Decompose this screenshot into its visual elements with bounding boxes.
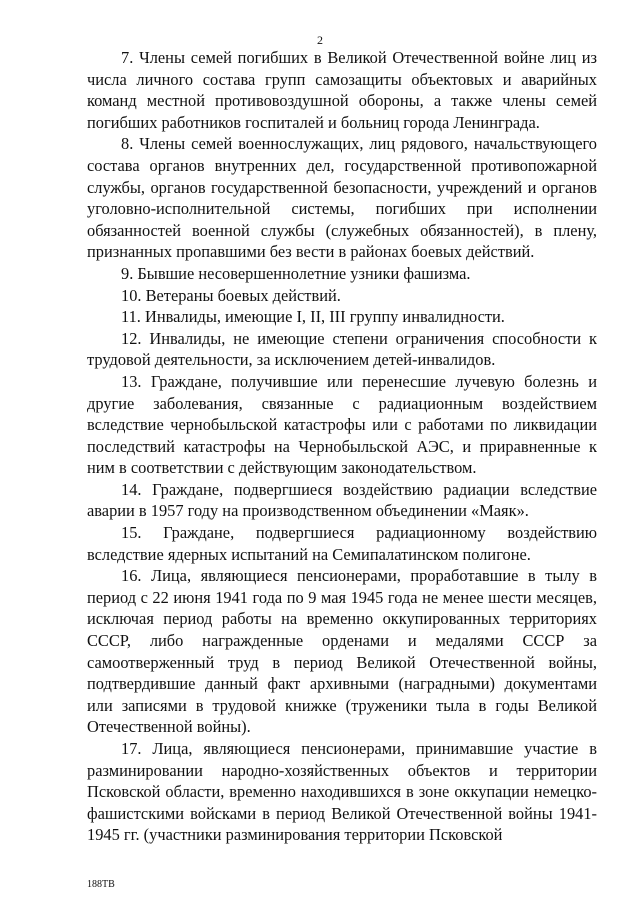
- page-number: 2: [317, 33, 323, 47]
- paragraph-item-14: 14. Граждане, подвергшиеся воздействию радиации вследствие аварии в 1957 году на производственном объединении «Маяк».: [87, 479, 597, 521]
- document-code: 188ТВ: [87, 879, 115, 890]
- paragraph-item-15: 15. Граждане, подвергшиеся радиационному воздействию вследствие ядерных испытаний на Семипалатинском полигоне.: [87, 523, 597, 564]
- paragraph-item-7: 7. Члены семей погибших в Великой Отечественной войне лиц из числа личного состава групп самозащиты объектовых и аварийных команд местной противовоздушной обороны, а также члены семей погибших работников госпиталей и больниц города Ленинграда.: [87, 48, 597, 132]
- paragraph-item-17: 17. Лица, являющиеся пенсионерами, принимавшие участие в разминировании народно-хозяйственных объектов и территории Псковской области, временно находившихся в зоне оккупации немецко-фашистскими войсками в период Великой Отечественной войны 1941-1945 гг. (участники разминирования территории Псковской: [87, 739, 597, 845]
- document-body: [87, 47, 597, 846]
- paragraph-item-8: 8. Члены семей военнослужащих, лиц рядового, начальствующего состава органов внутренних дел, государственной противопожарной службы, органов государственной безопасности, учреждений и органов уголовно-исполнительной системы, погибших при исполнении обязанностей военной службы (служебных обязанностей), в плену, признанных пропавшими без вести в районах боевых действий.: [87, 134, 597, 262]
- paragraph-item-9: 9. Бывшие несовершеннолетние узники фашизма.: [121, 263, 471, 283]
- paragraph-item-12: 12. Инвалиды, не имеющие степени ограничения способности к трудовой деятельности, за исключением детей-инвалидов.: [87, 328, 597, 370]
- paragraph-item-13: 13. Граждане, получившие или перенесшие лучевую болезнь и другие заболевания, связанные с радиационным воздействием вследствие чернобыльской катастрофы или с работами по ликвидации последствий катастрофы на Чернобыльской АЭС, и приравненные к ним в соответствии с действующим законодательством.: [87, 371, 597, 478]
- paragraph-item-10: 10. Ветераны боевых действий.: [121, 285, 341, 305]
- paragraph-item-16: 16. Лица, являющиеся пенсионерами, проработавшие в тылу в период с 22 июня 1941 года по 9 мая 1945 года не менее шести месяцев, исключая период работы на временно оккупированных территориях СССР, либо награжденные орденами и медалями СССР за самоотверженный труд в период Великой Отечественной войны, подтвердившие данный факт архивными (наградными) документами или записями в трудовой книжке (труженики тыла в годы Великой Отечественной войны).: [87, 566, 597, 737]
- paragraph-item-11: 11. Инвалиды, имеющие I, II, III группу инвалидности.: [121, 307, 505, 327]
